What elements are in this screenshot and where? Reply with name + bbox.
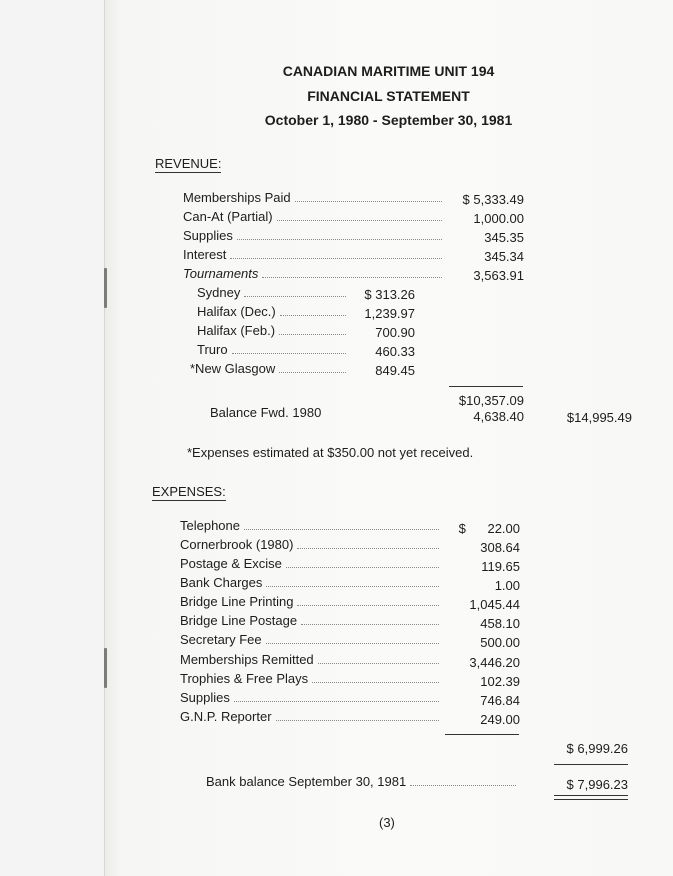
expense-amount: $ 22.00	[458, 521, 520, 536]
tournament-row	[197, 342, 349, 358]
expense-row	[180, 575, 442, 591]
expense-amount: 249.00	[480, 712, 520, 727]
background-margin	[0, 0, 104, 876]
expense-row	[180, 518, 442, 534]
revenue-subtotal: $10,357.09	[458, 393, 524, 408]
revenue-label: Memberships Paid	[183, 190, 291, 205]
tournament-row	[197, 304, 349, 320]
revenue-label: Supplies	[183, 228, 233, 243]
expenses-total: $ 6,999.26	[566, 741, 628, 756]
revenue-row	[183, 209, 445, 225]
balance-rule	[554, 764, 628, 765]
expense-amount: 500.00	[480, 635, 520, 650]
bank-balance-row	[206, 774, 519, 790]
statement-title: FINANCIAL STATEMENT	[307, 88, 470, 104]
staple-top	[104, 268, 107, 308]
revenue-amount: 345.35	[484, 230, 524, 245]
revenue-footnote: *Expenses estimated at $350.00 not yet received.	[187, 445, 474, 460]
tournament-amount: 700.90	[375, 325, 415, 340]
expense-label: Supplies	[180, 690, 230, 705]
expense-amount: 102.39	[480, 674, 520, 689]
revenue-row	[183, 266, 445, 282]
revenue-amount: $ 5,333.49	[462, 192, 524, 207]
double-rule-top	[554, 795, 628, 796]
period-title: October 1, 1980 - September 30, 1981	[264, 112, 513, 128]
expense-amount: 308.64	[480, 540, 520, 555]
expense-row	[180, 613, 442, 629]
expense-row	[180, 652, 442, 668]
expense-label: Trophies & Free Plays	[180, 671, 309, 686]
tournament-label: Halifax (Feb.)	[197, 323, 276, 338]
expense-label: Telephone	[180, 518, 240, 533]
expense-row	[180, 556, 442, 572]
balance-forward-amount: 4,638.40	[473, 409, 524, 424]
org-title: CANADIAN MARITIME UNIT 194	[282, 63, 495, 79]
expense-label: G.N.P. Reporter	[180, 709, 272, 724]
expense-label: Bank Charges	[180, 575, 263, 590]
expense-amount: 3,446.20	[469, 655, 520, 670]
revenue-label: Interest	[183, 247, 227, 262]
expenses-heading: EXPENSES:	[152, 484, 226, 499]
revenue-label: Can-At (Partial)	[183, 209, 273, 224]
expense-amount: 746.84	[480, 693, 520, 708]
expense-row	[180, 690, 442, 706]
tournament-row	[197, 285, 349, 301]
expense-row	[180, 671, 442, 687]
revenue-row	[183, 228, 445, 244]
revenue-total: $14,995.49	[566, 410, 632, 425]
expense-row	[180, 594, 442, 610]
expense-label: Bridge Line Printing	[180, 594, 294, 609]
expense-amount: 1.00	[494, 578, 520, 593]
revenue-amount: 345.34	[484, 249, 524, 264]
expenses-rule	[445, 734, 519, 735]
tournament-row	[197, 323, 349, 339]
tournament-amount: $ 313.26	[364, 287, 415, 302]
expense-label: Secretary Fee	[180, 632, 262, 647]
tournament-label: Sydney	[197, 285, 241, 300]
tournament-label: Halifax (Dec.)	[197, 304, 276, 319]
tournament-row	[190, 361, 349, 377]
tournament-amount: 1,239.97	[364, 306, 415, 321]
bank-balance-label: Bank balance September 30, 1981	[206, 774, 407, 789]
page-number: (3)	[379, 815, 395, 830]
bank-balance-amount: $ 7,996.23	[566, 777, 628, 792]
expense-amount: 119.65	[481, 559, 520, 574]
revenue-heading: REVENUE:	[155, 156, 222, 171]
balance-forward-label: Balance Fwd. 1980	[210, 405, 322, 420]
tournament-label: *New Glasgow	[190, 361, 276, 376]
revenue-row	[183, 247, 445, 263]
tournament-label: Truro	[197, 342, 228, 357]
tournament-amount: 849.45	[375, 363, 415, 378]
expense-row	[180, 537, 442, 553]
revenue-amount: 3,563.91	[473, 268, 524, 283]
expense-row	[180, 709, 442, 725]
expense-row	[180, 632, 442, 648]
revenue-row	[183, 190, 445, 206]
expense-label: Memberships Remitted	[180, 652, 314, 667]
expense-label: Postage & Excise	[180, 556, 282, 571]
revenue-label: Tournaments	[183, 266, 259, 281]
tournament-amount: 460.33	[375, 344, 415, 359]
expense-label: Cornerbrook (1980)	[180, 537, 294, 552]
subtotal-rule	[449, 386, 523, 387]
double-rule-bottom	[554, 799, 628, 800]
staple-bottom	[104, 648, 107, 688]
revenue-amount: 1,000.00	[473, 211, 524, 226]
expense-amount: 458.10	[480, 616, 520, 631]
expense-label: Bridge Line Postage	[180, 613, 298, 628]
expense-amount: 1,045.44	[469, 597, 520, 612]
